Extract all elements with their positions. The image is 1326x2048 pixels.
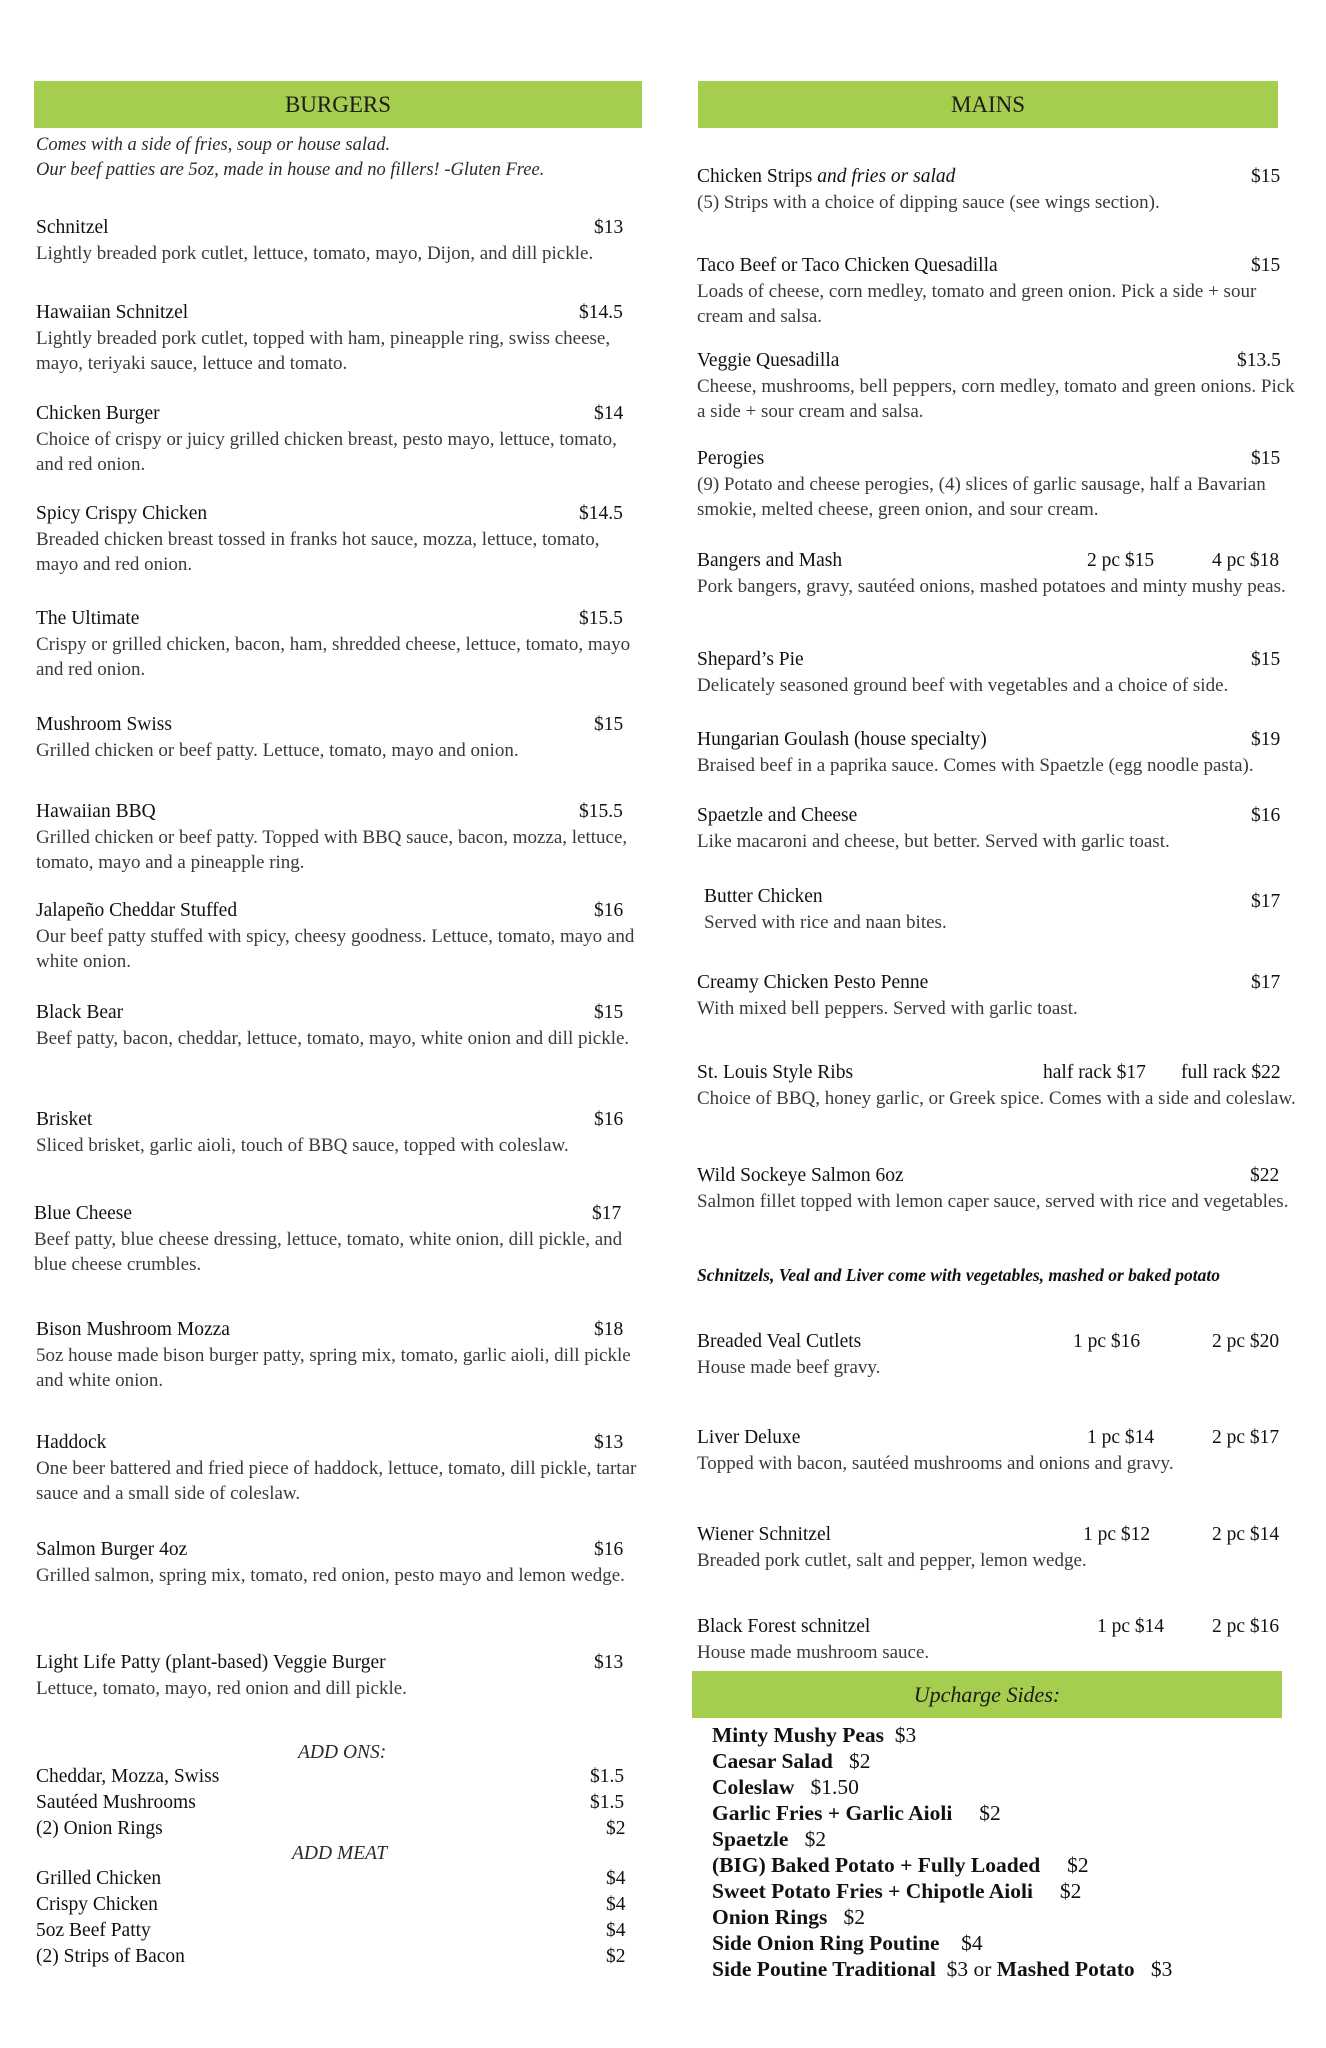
item-price: $15.5 [579,801,623,822]
item-description: Breaded pork cutlet, salt and pepper, lemon wedge. [697,1549,1087,1571]
item-name: Hawaiian BBQ [36,801,156,822]
menu-item [697,1060,1305,1111]
item-price: $15 [1251,649,1281,670]
menu-item [36,215,641,266]
item-price: $15 [594,714,624,735]
side-price: $2 [843,1905,865,1929]
side-item [712,1930,1172,1956]
addons-title: ADD ONS: [298,1742,387,1763]
item-price: $16 [594,900,624,921]
item-description: Topped with bacon, sautéed mushrooms and onions and gravy. [697,1452,1174,1474]
menu-item [704,884,1297,935]
addon-row [36,1766,626,1788]
side-name: Side Poutine Traditional [712,1957,936,1981]
side-name: Spaetzle [712,1827,789,1851]
item-price: $15.5 [579,608,623,629]
item-description: Lightly breaded pork cutlet, lettuce, tomato, mayo, Dijon, and dill pickle. [36,242,594,264]
item-price: $16 [594,1539,624,1560]
menu-item [36,501,641,578]
menu-item [36,606,641,683]
item-price-small: half rack $17 [1043,1062,1146,1083]
item-description: Braised beef in a paprika sauce. Comes with Spaetzle (egg noodle pasta). [697,754,1254,776]
item-price: $14.5 [579,302,623,323]
item-description: Choice of BBQ, honey garlic, or Greek spice. Comes with a side and coleslaw. [697,1087,1296,1109]
item-name: Wild Sockeye Salmon 6oz [697,1165,904,1186]
menu-item [697,803,1297,854]
item-name: Liver Deluxe [697,1427,801,1448]
item-description: With mixed bell peppers. Served with garlic toast. [697,997,1078,1019]
menu-item [36,1537,641,1588]
item-name: Taco Beef or Taco Chicken Quesadilla [697,255,998,276]
item-description: Delicately seasoned ground beef with vegetables and a choice of side. [697,674,1229,696]
addmeat-row [36,1946,626,1968]
item-description: Served with rice and naan bites. [704,911,947,933]
item-name: Bison Mushroom Mozza [36,1319,230,1340]
item-name: Veggie Quesadilla [697,350,840,371]
item-description: (9) Potato and cheese perogies, (4) slices of garlic sausage, half a Bavarian smokie, melted cheese, green onion, and sour cream. [697,473,1266,520]
item-name: Spicy Crispy Chicken [36,503,208,524]
side-price: $2 [804,1827,827,1851]
item-price: 4 pc $18 [1212,550,1280,571]
menu-item [697,446,1297,523]
side-item [712,1852,1172,1878]
item-price: 2 pc $16 [1212,1616,1280,1637]
item-description: Breaded chicken breast tossed in franks hot sauce, mozza, lettuce, tomato, mayo and red onion. [36,528,600,575]
item-name: Chicken Strips [697,166,813,187]
item-price: $18 [594,1319,624,1340]
menu-item [697,1329,1297,1380]
item-price: 2 pc $14 [1212,1524,1280,1545]
menu-item [36,300,641,377]
item-description: Salmon fillet topped with lemon caper sauce, served with rice and vegetables. [697,1190,1289,1212]
addmeat-row [36,1868,626,1890]
schnitzel-note: Schnitzels, Veal and Liver come with vegetables, mashed or baked potato [697,1265,1221,1285]
addon-name: (2) Onion Rings [36,1818,163,1839]
side-price: $2 [848,1749,871,1773]
item-price: $13 [594,217,624,238]
item-price: $14.5 [579,503,623,524]
item-name-suffix: and fries or salad [817,166,956,187]
item-description: House made beef gravy. [697,1356,881,1378]
item-price: $14 [594,403,624,424]
item-price: full rack $22 [1181,1062,1281,1083]
item-name: Perogies [697,448,765,469]
side-price: $3 [894,1723,917,1747]
menu-item [36,401,641,478]
burgers-intro-line-2: Our beef patties are 5oz, made in house and no fillers! -Gluten Free. [36,160,545,180]
item-price: 2 pc $17 [1212,1427,1280,1448]
addon-price: $2 [606,1818,626,1839]
item-name: Shepard’s Pie [697,649,804,670]
mains-title: MAINS [950,92,1026,117]
addmeat-price: $2 [606,1946,626,1967]
addon-price: $1.5 [590,1792,625,1813]
side-price: $2 [1067,1853,1089,1877]
menu-item [36,1317,641,1394]
item-description: (5) Strips with a choice of dipping sauce (see wings section). [697,191,1160,213]
item-price: $16 [1251,805,1281,826]
item-price: $22 [1250,1165,1280,1186]
item-price-small: 1 pc $14 [1087,1427,1155,1448]
side-item [712,1878,1172,1904]
side-price: $2 [979,1801,1001,1825]
addon-name: Sautéed Mushrooms [36,1792,196,1813]
burgers-intro [36,133,544,183]
item-price: $15 [1251,166,1281,187]
menu-item [697,348,1305,425]
item-name: Spaetzle and Cheese [697,805,858,826]
menu-item [697,970,1297,1021]
menu-item [36,1107,641,1158]
addon-row [36,1818,626,1840]
add-meat-title: ADD MEAT [292,1843,388,1864]
side-item [712,1774,1172,1800]
item-name: Salmon Burger 4oz [36,1539,188,1560]
sides-list [712,1722,1172,1982]
side-price: $1.50 [810,1775,859,1799]
item-price-small: 2 pc $15 [1087,550,1155,571]
item-price: $17 [1251,972,1281,993]
side-name: Coleslaw [712,1775,795,1799]
side-name: (BIG) Baked Potato + Fully Loaded [712,1853,1041,1877]
burgers-header [34,81,642,128]
menu-item [36,898,641,975]
item-name: Mushroom Swiss [36,714,172,735]
item-name: Chicken Burger [36,403,160,424]
item-name: Blue Cheese [34,1203,133,1224]
item-price-small: 1 pc $16 [1073,1331,1141,1352]
menu-item [697,253,1297,330]
menu-item [697,1522,1297,1573]
item-description: 5oz house made bison burger patty, spring mix, tomato, garlic aioli, dill pickle and white onion. [36,1344,631,1391]
item-name: Creamy Chicken Pesto Penne [697,972,929,993]
side-item [712,1748,1172,1774]
side-item [712,1826,1172,1852]
item-name: St. Louis Style Ribs [697,1062,854,1083]
item-description: Loads of cheese, corn medley, tomato and green onion. Pick a side + sour cream and salsa. [697,280,1257,327]
item-price: $15 [1251,255,1281,276]
menu-item [36,1650,641,1701]
item-name: Bangers and Mash [697,550,843,571]
side-name: Sweet Potato Fries + Chipotle Aioli [712,1879,1033,1903]
side-price: $2 [1059,1879,1082,1903]
sides-title: Upcharge Sides: [913,1682,1061,1707]
item-price: $19 [1251,729,1281,750]
item-description: Beef patty, blue cheese dressing, lettuce, tomato, white onion, dill pickle, and blue cheese crumbles. [34,1228,623,1275]
item-name: Schnitzel [36,217,109,238]
item-price: 2 pc $20 [1212,1331,1280,1352]
item-name: Haddock [36,1432,107,1453]
addon-row [36,1792,626,1814]
menu-item [697,727,1297,778]
mains-header [698,81,1278,128]
side-price-2: $3 [1150,1957,1173,1981]
addmeat-name: Grilled Chicken [36,1868,162,1889]
menu-item [697,164,1297,215]
side-joiner: or [973,1957,992,1981]
menu-item [36,799,641,876]
item-name: Black Forest schnitzel [697,1616,871,1637]
side-name: Onion Rings [712,1905,828,1929]
item-description: Grilled salmon, spring mix, tomato, red onion, pesto mayo and lemon wedge. [36,1564,625,1586]
menu-item [36,1000,641,1051]
item-description: Crispy or grilled chicken, bacon, ham, shredded cheese, lettuce, tomato, mayo and red onion. [36,633,631,680]
side-item [712,1800,1172,1826]
side-name: Caesar Salad [712,1749,833,1773]
addmeat-name: Crispy Chicken [36,1894,158,1915]
item-price: $17 [1251,891,1281,912]
item-name: Breaded Veal Cutlets [697,1331,862,1352]
addmeat-row [36,1894,626,1916]
side-name: Garlic Fries + Garlic Aioli [712,1801,953,1825]
side-name-2: Mashed Potato [996,1957,1135,1981]
item-name: Hawaiian Schnitzel [36,302,189,323]
addmeat-name: (2) Strips of Bacon [36,1946,185,1967]
item-description: House made mushroom sauce. [697,1641,930,1663]
item-description: One beer battered and fried piece of haddock, lettuce, tomato, dill pickle, tartar sauce and a small side of coleslaw. [36,1457,637,1504]
sides-header [692,1671,1282,1718]
item-price: $16 [594,1109,624,1130]
item-description: Like macaroni and cheese, but better. Served with garlic toast. [697,830,1170,852]
addmeat-price: $4 [606,1920,626,1941]
menu-item [697,647,1297,698]
addmeat-price: $4 [606,1868,626,1889]
item-description: Grilled chicken or beef patty. Lettuce, tomato, mayo and onion. [36,739,519,761]
addon-name: Cheddar, Mozza, Swiss [36,1766,220,1787]
menu-item [697,548,1297,599]
side-name: Minty Mushy Peas [712,1723,884,1747]
item-price: $15 [594,1002,624,1023]
side-item [712,1956,1172,1982]
addmeat-row [36,1920,626,1942]
side-item [712,1904,1172,1930]
side-price: $4 [961,1931,983,1955]
item-price: $13.5 [1237,350,1281,371]
side-item [712,1722,1172,1748]
item-description: Lettuce, tomato, mayo, red onion and dill pickle. [36,1677,407,1699]
addmeat-name: 5oz Beef Patty [36,1920,151,1941]
addmeat-price: $4 [606,1894,626,1915]
item-description: Choice of crispy or juicy grilled chicken breast, pesto mayo, lettuce, tomato, and red onion. [36,428,617,475]
item-name: Jalapeño Cheddar Stuffed [36,900,238,921]
item-name: Wiener Schnitzel [697,1524,832,1545]
item-name: The Ultimate [36,608,140,629]
item-description: Grilled chicken or beef patty. Topped with BBQ sauce, bacon, mozza, lettuce, tomato, mayo and a pineapple ring. [36,826,628,873]
menu-item [697,1163,1297,1214]
item-name: Butter Chicken [704,886,823,907]
item-name: Light Life Patty (plant-based) Veggie Burger [36,1652,386,1673]
burgers-intro-line-1: Comes with a side of fries, soup or house salad. [36,135,391,155]
item-name: Black Bear [36,1002,124,1023]
menu-item [697,1614,1297,1665]
item-price: $13 [594,1432,624,1453]
menu-item [34,1201,641,1278]
item-price: $17 [592,1203,622,1224]
item-description: Sliced brisket, garlic aioli, touch of BBQ sauce, topped with coleslaw. [36,1134,569,1156]
side-price: $3 [946,1957,969,1981]
menu-item [36,712,641,763]
item-description: Cheese, mushrooms, bell peppers, corn medley, tomato and green onions. Pick a side + sour cream and salsa. [697,375,1295,422]
item-description: Our beef patty stuffed with spicy, cheesy goodness. Lettuce, tomato, mayo and white onion. [36,925,635,972]
item-description: Pork bangers, gravy, sautéed onions, mashed potatoes and minty mushy peas. [697,575,1286,597]
item-price: $15 [1251,448,1281,469]
menu-item [36,1430,641,1507]
item-description: Beef patty, bacon, cheddar, lettuce, tomato, mayo, white onion and dill pickle. [36,1027,630,1049]
burgers-title: BURGERS [284,92,392,117]
menu-item [697,1425,1297,1476]
side-name: Side Onion Ring Poutine [712,1931,940,1955]
item-name: Brisket [36,1109,93,1130]
item-price-small: 1 pc $12 [1083,1524,1151,1545]
item-name: Hungarian Goulash (house specialty) [697,729,987,750]
item-description: Lightly breaded pork cutlet, topped with ham, pineapple ring, swiss cheese, mayo, teriyaki sauce, lettuce and tomato. [36,327,611,374]
item-price-small: 1 pc $14 [1097,1616,1165,1637]
addon-price: $1.5 [590,1766,625,1787]
item-price: $13 [594,1652,624,1673]
